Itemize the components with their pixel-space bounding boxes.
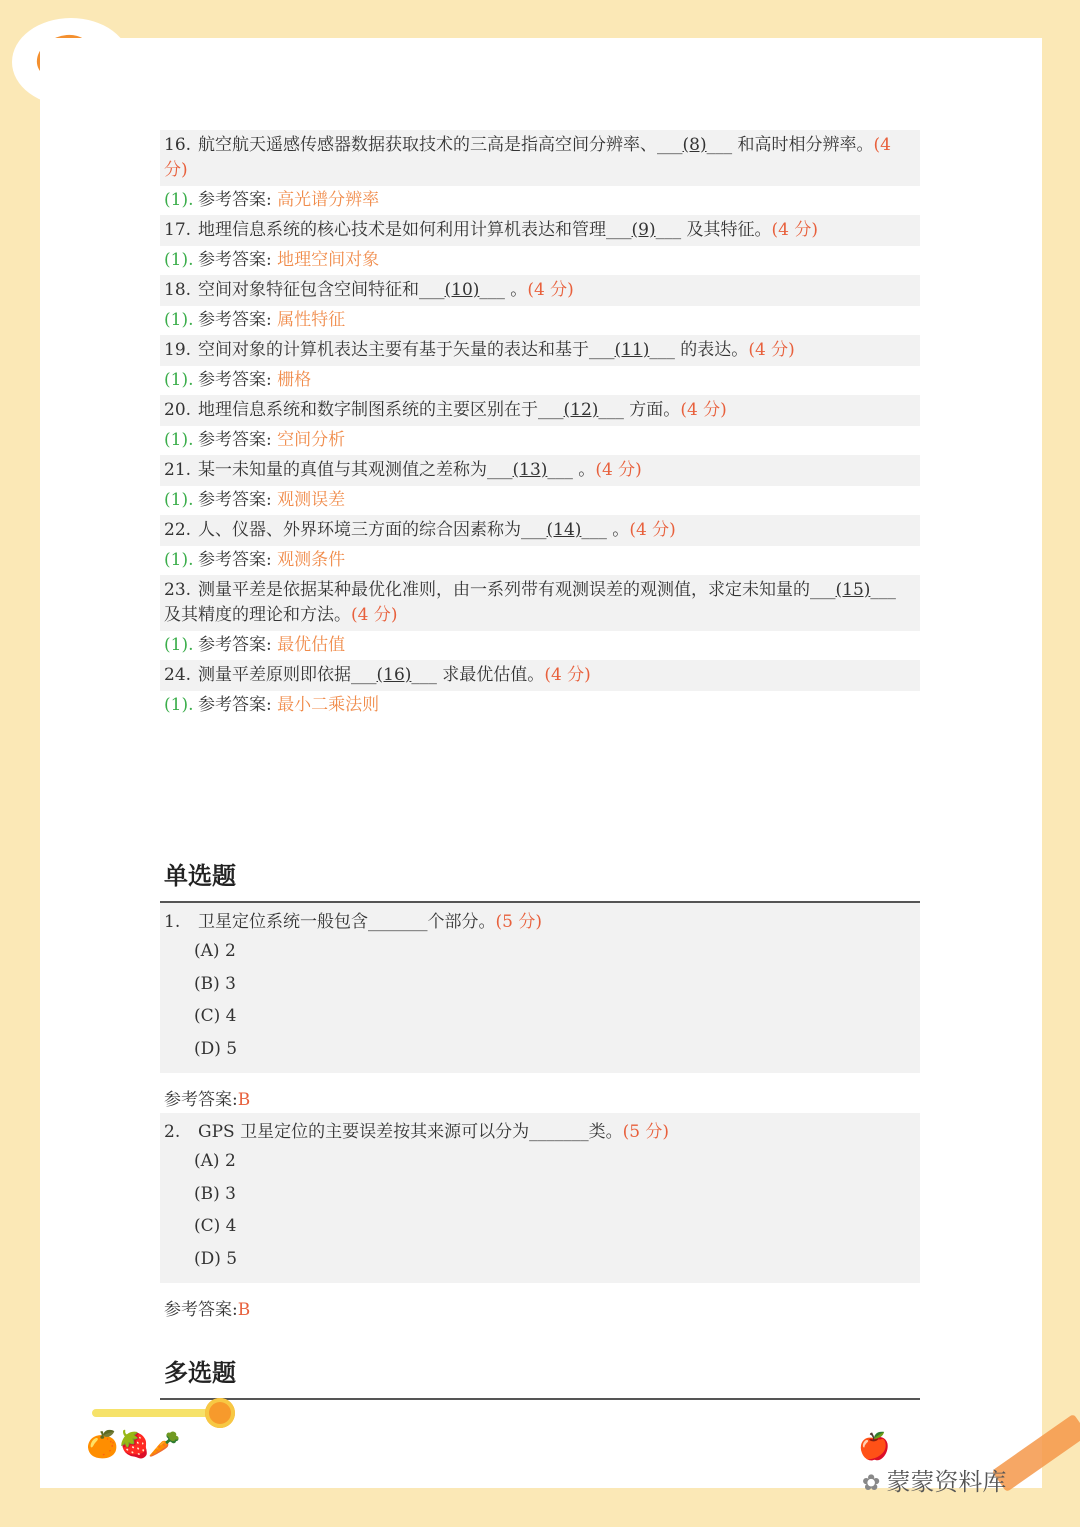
answer-index: (1).	[164, 695, 194, 715]
answer-label: 参考答案:	[198, 430, 272, 450]
question-text-before: 人、仪器、外界环境三方面的综合因素称为___	[198, 520, 547, 540]
spacer	[160, 720, 920, 850]
answer-label: 参考答案:	[198, 695, 272, 715]
choice-option: (C) 4	[194, 1006, 237, 1026]
question-text: GPS 卫星定位的主要误差按其来源可以分为_______类。	[198, 1122, 623, 1142]
choice-answer	[160, 1073, 920, 1113]
answer-row	[160, 631, 920, 660]
answer-row	[160, 546, 920, 575]
question-text-after: ___ 方面。	[598, 400, 681, 420]
answer-label: 参考答案:	[164, 1090, 238, 1110]
question-text-before: 地理信息系统和数字制图系统的主要区别在于___	[198, 400, 564, 420]
carrot-icon: 🥕	[148, 1430, 181, 1460]
question-score: (4 分)	[544, 665, 591, 685]
answer-index: (1).	[164, 310, 194, 330]
question-text-before: 航空航天遥感传感器数据获取技术的三高是指高空间分辨率、___	[198, 135, 683, 155]
question-text-after: ___ 及其特征。	[655, 220, 772, 240]
question-score: (5 分)	[622, 1122, 670, 1142]
question-text-after: ___ 。	[479, 280, 528, 300]
fill-question-list	[160, 130, 920, 720]
question-number: 22.	[164, 520, 192, 540]
section-title-multi-choice: 多选题	[160, 1353, 920, 1400]
answer-value: 最优估值	[277, 635, 346, 655]
choice-answer	[160, 1283, 920, 1323]
question-row	[160, 515, 920, 546]
choice-option: (D) 5	[194, 1248, 238, 1269]
answer-row	[160, 691, 920, 720]
question-text-before: 测量平差原则即依据___	[198, 665, 377, 685]
answer-label: 参考答案:	[198, 310, 272, 330]
choice-question-text	[164, 1119, 916, 1145]
question-text-before: 空间对象的计算机表达主要有基于矢量的表达和基于___	[198, 340, 615, 360]
question-row	[160, 575, 920, 631]
question-number: 19.	[164, 340, 192, 360]
question-blank: (10)	[444, 280, 480, 300]
question-blank: (14)	[546, 520, 582, 540]
orange-icon: 🍊	[86, 1430, 119, 1460]
section-title-single-choice: 单选题	[160, 856, 920, 903]
choice-option: (B) 3	[194, 1183, 236, 1204]
answer-index: (1).	[164, 550, 194, 570]
question-number: 17.	[164, 220, 192, 240]
answer-label: 参考答案:	[198, 190, 272, 210]
question-blank: (11)	[614, 340, 650, 360]
question-score: (4 分)	[351, 605, 398, 625]
answer-row	[160, 366, 920, 395]
choice-question	[160, 903, 920, 1073]
question-number: 16.	[164, 135, 192, 155]
answer-row	[160, 426, 920, 455]
choice-option: (C) 4	[194, 1216, 237, 1236]
answer-index: (1).	[164, 190, 194, 210]
question-row	[160, 455, 920, 486]
answer-value: 地理空间对象	[277, 250, 380, 270]
answer-value: 观测条件	[277, 550, 346, 570]
question-blank: (16)	[376, 665, 412, 685]
question-score: (4 分)	[629, 520, 676, 540]
question-text-before: 地理信息系统的核心技术是如何利用计算机表达和管理___	[198, 220, 632, 240]
question-text-before: 某一未知量的真值与其观测值之差称为___	[198, 460, 513, 480]
question-number: 18.	[164, 280, 192, 300]
answer-label: 参考答案:	[198, 490, 272, 510]
flower-icon	[205, 1398, 235, 1428]
question-row	[160, 335, 920, 366]
strawberry-icon: 🍓	[118, 1430, 151, 1460]
question-blank: (9)	[631, 220, 656, 240]
question-score: (4 分)	[527, 280, 574, 300]
answer-index: (1).	[164, 430, 194, 450]
answer-value: 观测误差	[277, 490, 346, 510]
answer-label: 参考答案:	[198, 635, 272, 655]
answer-row	[160, 486, 920, 515]
question-number: 2.	[164, 1122, 181, 1142]
answer-index: (1).	[164, 635, 194, 655]
answer-row	[160, 306, 920, 335]
choice-option: (A) 2	[194, 1151, 236, 1171]
question-blank: (15)	[835, 580, 871, 600]
answer-label: 参考答案:	[198, 370, 272, 390]
answer-label: 参考答案:	[198, 550, 272, 570]
question-number: 23.	[164, 580, 192, 600]
choice-option: (A) 2	[194, 941, 236, 961]
question-row	[160, 275, 920, 306]
watermark-text: 蒙蒙资料库	[886, 1468, 1007, 1496]
choice-option: (B) 3	[194, 973, 236, 994]
question-text-before: 测量平差是依据某种最优化准则，由一系列带有观测误差的观测值，求定未知量的___	[198, 580, 836, 600]
answer-value: 高光谱分辨率	[277, 190, 380, 210]
answer-index: (1).	[164, 250, 194, 270]
answer-value: B	[237, 1090, 251, 1110]
choice-question	[160, 1113, 920, 1283]
answer-value: 空间分析	[277, 430, 346, 450]
answer-index: (1).	[164, 370, 194, 390]
answer-label: 参考答案:	[198, 250, 272, 270]
answer-value: 最小二乘法则	[277, 695, 380, 715]
answer-row	[160, 246, 920, 275]
document-content	[160, 130, 920, 1400]
question-score: (4 分)	[164, 135, 891, 180]
question-row	[160, 130, 920, 186]
answer-label: 参考答案:	[164, 1300, 238, 1320]
question-text-after: ___ 。	[581, 520, 630, 540]
decor-yellow-bar	[92, 1409, 214, 1417]
question-score: (4 分)	[595, 460, 642, 480]
question-text-after: ___ 的表达。	[649, 340, 749, 360]
choice-option: (D) 5	[194, 1038, 238, 1059]
answer-value: B	[237, 1300, 251, 1320]
question-text-after: ___ 求最优估值。	[411, 665, 545, 685]
wechat-icon: ✿	[862, 1471, 881, 1496]
question-blank: (13)	[512, 460, 548, 480]
answer-value: 属性特征	[277, 310, 346, 330]
watermark	[862, 1462, 1006, 1497]
question-score: (5 分)	[495, 912, 542, 932]
question-row	[160, 395, 920, 426]
question-text-after: ___ 及其精度的理论和方法。	[164, 580, 896, 625]
question-text: 卫星定位系统一般包含_______个部分。	[198, 912, 496, 932]
question-row	[160, 660, 920, 691]
single-choice-list	[160, 903, 920, 1323]
question-score: (4 分)	[680, 400, 727, 420]
question-number: 1.	[164, 912, 181, 932]
answer-index: (1).	[164, 490, 194, 510]
question-number: 21.	[164, 460, 192, 480]
question-text-after: ___ 和高时相分辨率。	[706, 135, 874, 155]
choice-question-text	[164, 909, 916, 935]
question-score: (4 分)	[748, 340, 795, 360]
answer-value: 栅格	[277, 370, 312, 390]
answer-row	[160, 186, 920, 215]
question-number: 20.	[164, 400, 192, 420]
question-text-after: ___ 。	[547, 460, 596, 480]
question-row	[160, 215, 920, 246]
question-blank: (8)	[682, 135, 707, 155]
apple-icon: 🍎	[858, 1432, 891, 1462]
question-number: 24.	[164, 665, 192, 685]
question-blank: (12)	[563, 400, 599, 420]
question-text-before: 空间对象特征包含空间特征和___	[198, 280, 445, 300]
question-score: (4 分)	[771, 220, 818, 240]
